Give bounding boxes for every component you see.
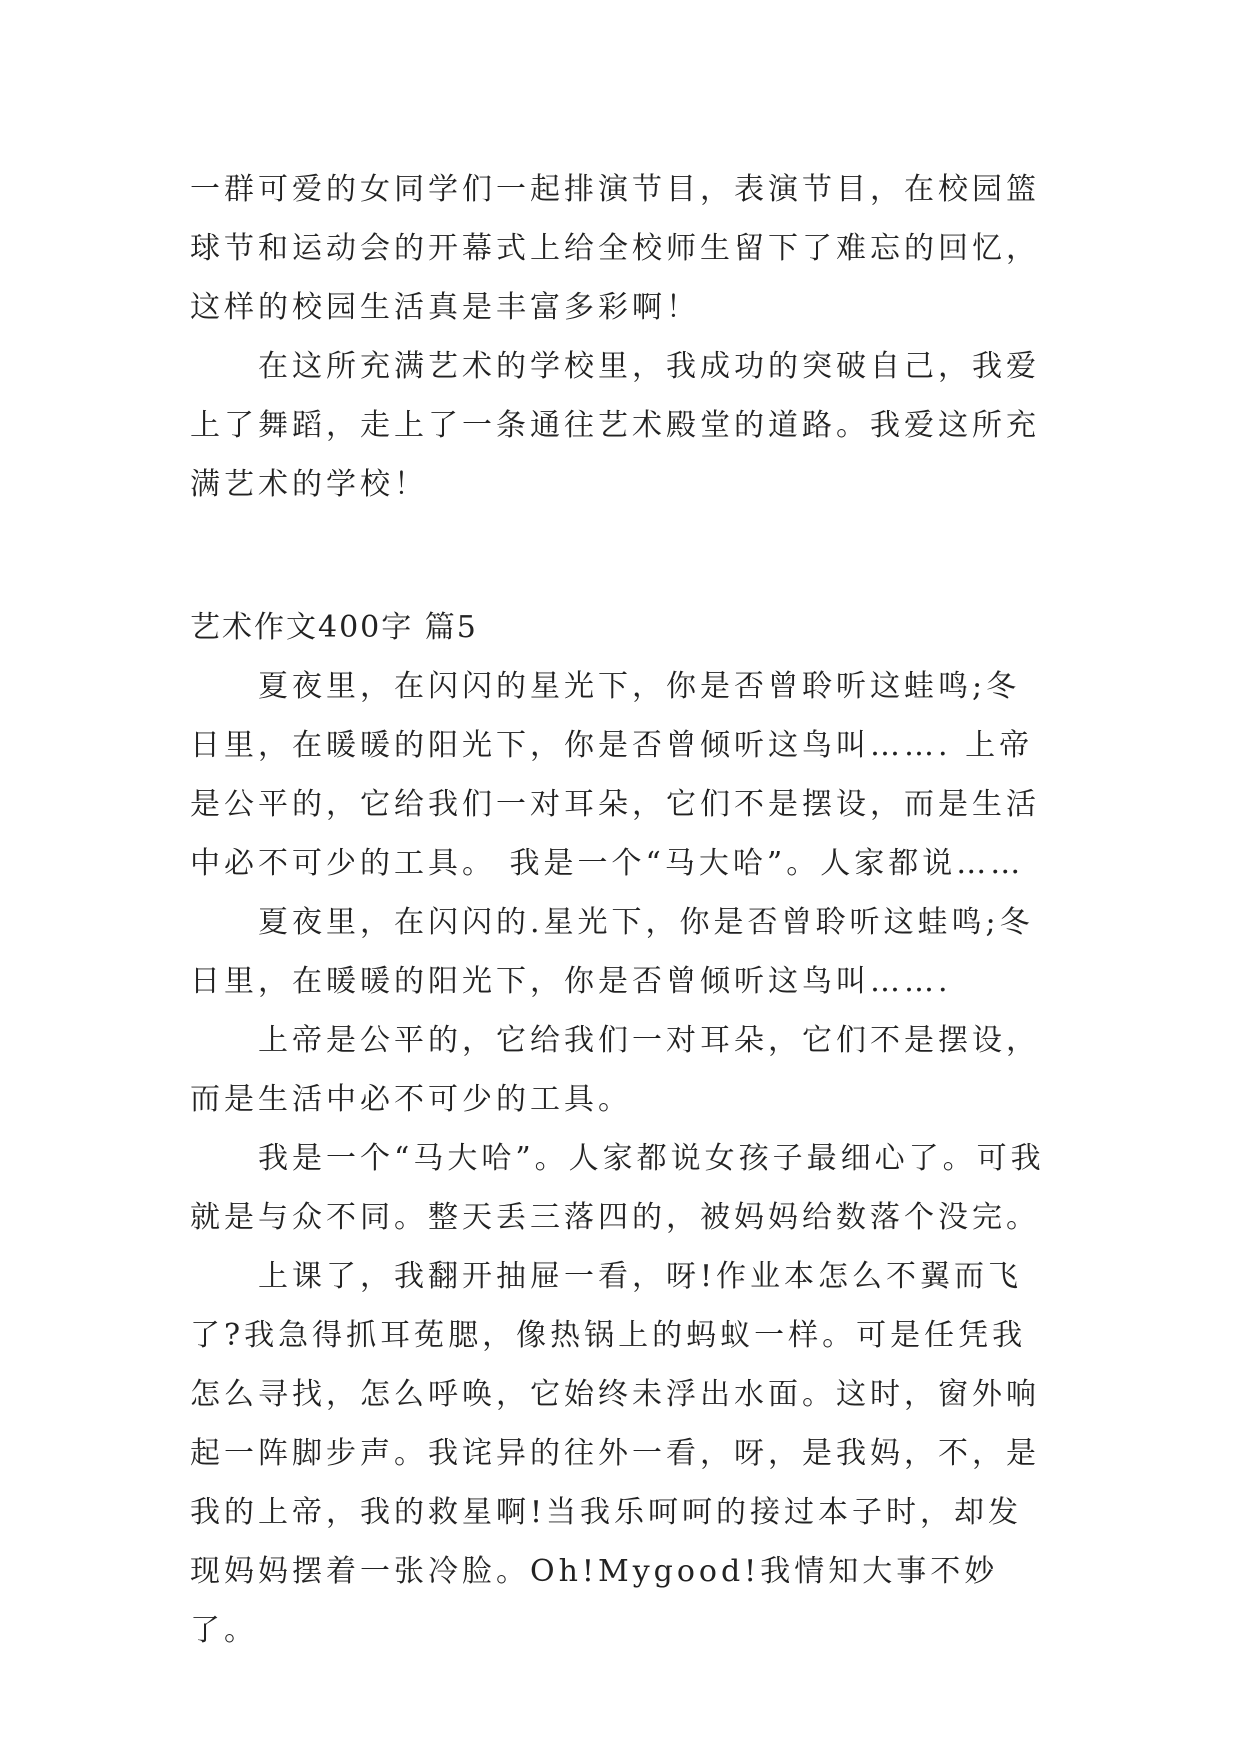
paragraph-ending: 在这所充满艺术的学校里，我成功的突破自己，我爱上了舞蹈，走上了一条通往艺术殿堂的道路。我爱这所充满艺术的学校！ (190, 349, 1040, 502)
paragraph-4: 我是一个“马大哈”。人家都说女孩子最细心了。可我就是与众不同。整天丢三落四的，被妈妈给数落个没完。 (190, 1141, 1045, 1235)
section-spacer (190, 514, 1050, 598)
document-body (190, 160, 1050, 1660)
paragraph-5: 上课了，我翻开抽屉一看，呀!作业本怎么不翼而飞了?我急得抓耳莬腮，像热锅上的蚂蚁一样。可是任凭我怎么寻找，怎么呼唤，它始终未浮出水面。这时，窗外响起一阵脚步声。我诧异的往外一看，呀，是我妈，不，是我的上帝，我的救星啊!当我乐呵呵的接过本子时，却发现妈妈摆着一张冷脸。Oh!Mygood!我情知大事不妙了。 (190, 1259, 1040, 1648)
paragraph-2: 夏夜里，在闪闪的.星光下，你是否曾聆听这蛙鸣;冬日里，在暖暖的阳光下，你是否曾倾听这鸟叫……. (190, 905, 1034, 999)
section-heading: 艺术作文400字 篇5 (190, 610, 478, 645)
paragraph-1: 夏夜里，在闪闪的星光下，你是否曾聆听这蛙鸣;冬日里，在暖暖的阳光下，你是否曾倾听这鸟叫……. 上帝是公平的，它给我们一对耳朵，它们不是摆设，而是生活中必不可少的工具。 我是一个“马大哈”。人家都说…… (190, 669, 1040, 881)
paragraph-3: 上帝是公平的，它给我们一对耳朵，它们不是摆设，而是生活中必不可少的工具。 (190, 1023, 1040, 1117)
paragraph-continuation: 一群可爱的女同学们一起排演节目，表演节目，在校园篮球节和运动会的开幕式上给全校师生留下了难忘的回忆，这样的校园生活真是丰富多彩啊！ (190, 172, 1040, 325)
